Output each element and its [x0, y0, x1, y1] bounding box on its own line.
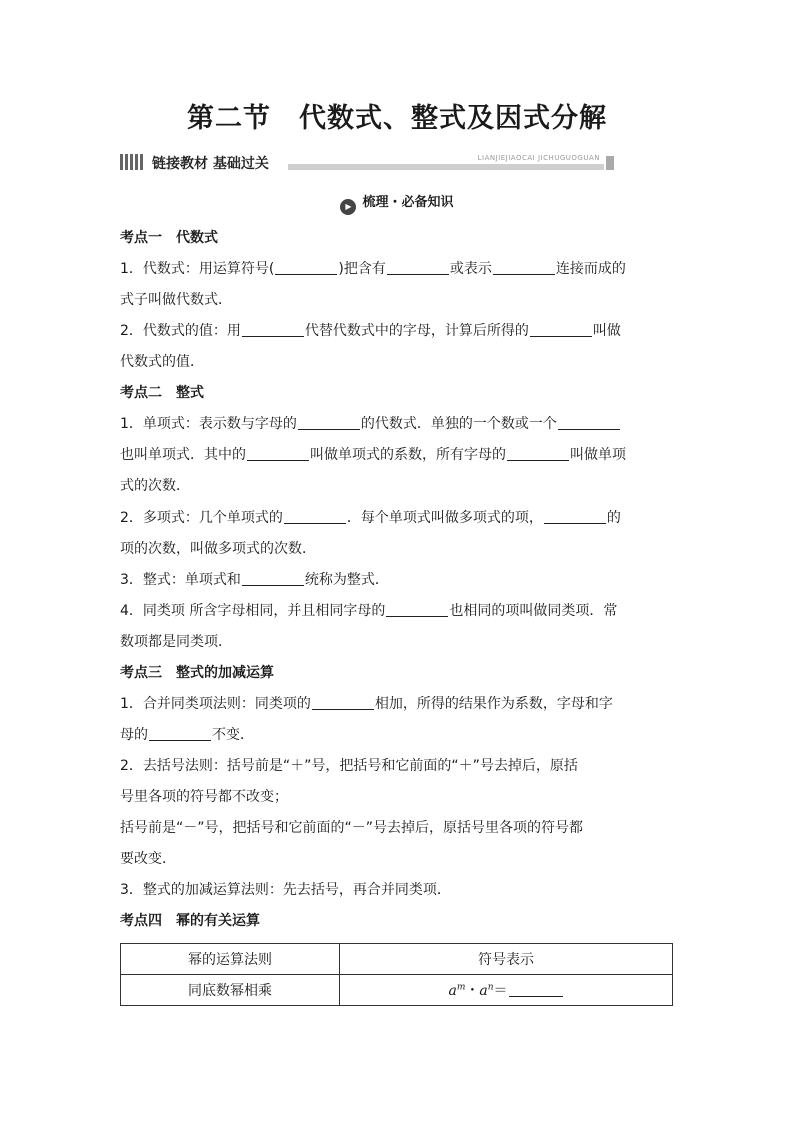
table-row — [121, 975, 673, 1006]
answer-blank — [242, 321, 304, 337]
text-run: 要改变． — [120, 851, 176, 867]
formula-base: a — [479, 983, 488, 999]
formula-exponent: m — [456, 982, 466, 993]
answer-blank — [507, 445, 569, 461]
text-run: 3．整式：单项式和 — [120, 572, 241, 588]
paragraph-s2-2 — [120, 503, 676, 565]
text-run: 或表示 — [449, 261, 492, 277]
section-number: 考点四 — [120, 913, 162, 929]
text-run: 式子叫做代数式． — [120, 292, 232, 308]
text-run: 叫做单项式的系数，所有字母的 — [310, 447, 506, 463]
paragraph-s2-4 — [120, 596, 676, 658]
paragraph-s3-3: 3．整式的加减运算法则：先去括号，再合并同类项． — [120, 882, 451, 898]
banner-bars-icon — [120, 154, 143, 170]
text-run: )把含有 — [338, 261, 386, 277]
paragraph-s1-2 — [120, 316, 676, 378]
text-run: 统称为整式． — [304, 572, 389, 588]
text-run: 的 — [606, 510, 621, 526]
answer-blank — [298, 414, 360, 430]
answer-blank — [312, 694, 374, 710]
text-run: 叫做 — [592, 323, 621, 339]
text-run: 括号前是“－”号，把括号和它前面的“－”号去掉后，原括号里各项的符号都 — [120, 820, 584, 836]
answer-blank — [386, 601, 448, 617]
section-number: 考点二 — [120, 385, 162, 401]
table-cell-rule: 同底数幂相乘 — [121, 975, 340, 1006]
paragraph-s3-1 — [120, 689, 676, 751]
section-name: 幂的有关运算 — [176, 913, 260, 929]
text-run: 2．多项式：几个单项式的 — [120, 510, 283, 526]
answer-blank — [530, 321, 592, 337]
section-name: 代数式 — [176, 230, 218, 246]
text-run: 不变． — [212, 727, 254, 743]
section-heading-1 — [120, 223, 676, 254]
text-run: 1．合并同类项法则：同类项的 — [120, 696, 311, 712]
text-run: 数项都是同类项． — [120, 634, 232, 650]
section-name: 整式 — [176, 385, 204, 401]
text-run: 也叫单项式．其中的 — [120, 447, 246, 463]
answer-blank — [275, 259, 337, 275]
table-header-row — [121, 944, 673, 975]
text-run: 1．代数式：用运算符号( — [120, 261, 275, 277]
paragraph-s2-1 — [120, 409, 676, 502]
answer-blank — [247, 445, 309, 461]
play-icon: ▶ — [340, 199, 356, 215]
section-heading-2 — [120, 378, 676, 409]
section-heading-4 — [120, 906, 676, 937]
section-number: 考点三 — [120, 665, 162, 681]
text-run: 4．同类项 所含字母相同，并且相同字母的 — [120, 603, 386, 619]
section-heading-3 — [120, 658, 676, 689]
text-run: 连接而成的 — [555, 261, 626, 277]
answer-blank — [544, 508, 606, 524]
power-rules-table — [120, 943, 673, 1006]
text-run: 也相同的项叫做同类项．常 — [449, 603, 618, 619]
subsection-heading — [0, 191, 794, 215]
banner-label: 链接教材 基础过关 — [152, 156, 269, 172]
paragraph-s1-1 — [120, 254, 676, 316]
section-name: 整式的加减运算 — [176, 665, 274, 681]
answer-blank — [149, 725, 211, 741]
text-run: 号里各项的符号都不改变； — [120, 789, 288, 805]
text-run: 的代数式．单独的一个数或一个 — [360, 416, 557, 432]
text-run: 叫做单项 — [570, 447, 626, 463]
text-run: 1．单项式：表示数与字母的 — [120, 416, 297, 432]
formula-exponent: n — [487, 982, 494, 993]
answer-blank — [242, 570, 304, 586]
text-run: 相加，所得的结果作为系数，字母和字 — [374, 696, 613, 712]
text-run: 代数式的值． — [120, 354, 204, 370]
answer-blank — [558, 414, 620, 430]
text-run: ．每个单项式叫做多项式的项， — [346, 510, 543, 526]
text-run: 2．代数式的值：用 — [120, 323, 241, 339]
section-number: 考点一 — [120, 230, 162, 246]
section-banner — [120, 152, 614, 172]
paragraph-s3-2 — [120, 751, 676, 875]
formula-base: a — [448, 983, 457, 999]
text-run: 代替代数式中的字母，计算后所得的 — [304, 323, 529, 339]
answer-blank — [493, 259, 555, 275]
banner-divider — [288, 164, 604, 170]
text-run: 母的 — [120, 727, 148, 743]
text-run: 2．去括号法则：括号前是“＋”号，把括号和它前面的“＋”号去掉后，原括 — [120, 758, 578, 774]
text-run: 项的次数，叫做多项式的次数． — [120, 541, 316, 557]
paragraph-s2-3 — [120, 565, 676, 596]
formula-dot: ・ — [465, 983, 480, 999]
formula-equals: ＝ — [493, 983, 508, 999]
banner-pinyin: LIANJIEJIAOCAI JICHUGUOGUAN — [474, 154, 600, 162]
banner-end-cap — [606, 156, 614, 170]
answer-blank — [284, 508, 346, 524]
answer-blank — [387, 259, 449, 275]
table-header-cell: 幂的运算法则 — [121, 944, 340, 975]
subsection-title: 梳理・必备知识 — [362, 195, 454, 210]
page-title: 第二节 代数式、整式及因式分解 — [187, 103, 607, 134]
answer-blank — [509, 981, 563, 997]
text-run: 式的次数． — [120, 478, 190, 494]
table-cell-formula — [340, 975, 673, 1006]
table-header-cell: 符号表示 — [340, 944, 673, 975]
